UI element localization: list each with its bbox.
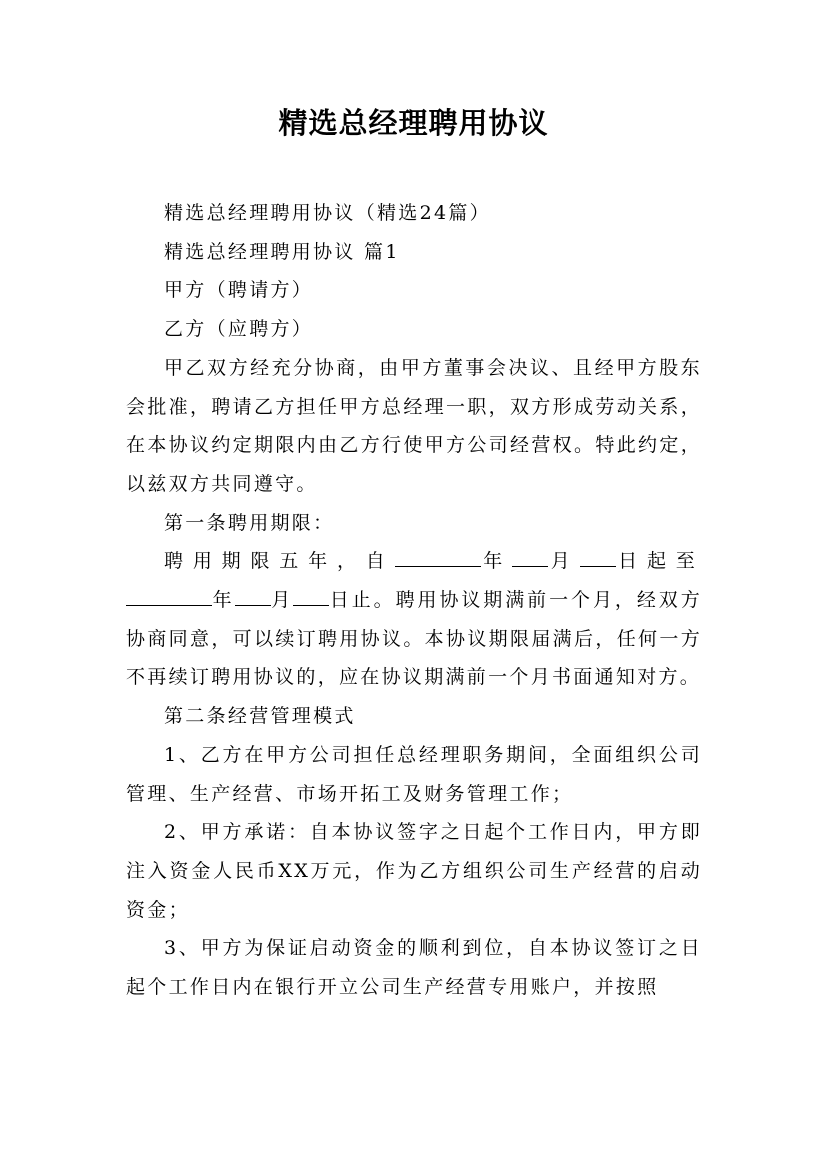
term-end-month-label: 月 [270, 589, 294, 612]
term-month-label: 月 [548, 550, 580, 573]
paragraph-party-a: 甲方（聘请方） [164, 279, 314, 302]
term-text-start: 聘用期限五年，自 [164, 550, 395, 573]
end-day-blank [293, 583, 329, 606]
paragraph-clause-2-heading: 第二条经营管理模式 [164, 705, 356, 728]
term-text-rest: 日止。聘用协议期满前一个月，经双方协商同意，可以续订聘用协议。本协议期限届满后，任何一方不再续订聘用协议的，应在协议期满前一个月书面通知对方。 [126, 589, 702, 689]
paragraph-collection-heading: 精选总经理聘用协议（精选24篇） [164, 202, 491, 224]
start-day-blank [580, 544, 616, 567]
document-title: 精选总经理聘用协议 [278, 106, 549, 140]
start-month-blank [512, 544, 548, 567]
document-body [126, 194, 702, 1007]
paragraph-article-heading: 精选总经理聘用协议 篇1 [164, 240, 400, 263]
term-year-label: 年 [480, 550, 513, 573]
paragraph-party-b: 乙方（应聘方） [164, 318, 314, 341]
term-end-year-label: 年 [212, 589, 235, 612]
paragraph-clause-1-heading: 第一条聘用期限： [164, 511, 335, 534]
paragraph-term-clause [126, 542, 702, 697]
paragraph-preamble: 甲乙双方经充分协商，由甲方董事会决议、且经甲方股东会批准，聘请乙方担任甲方总经理一职，双方形成劳动关系，在本协议约定期限内由乙方行使甲方公司经营权。特此约定，以兹双方共同遵守。 [126, 356, 702, 495]
paragraph-item-1: 1、乙方在甲方公司担任总经理职务期间，全面组织公司管理、生产经营、市场开拓工及财务管理工作； [126, 743, 702, 805]
end-year-blank [126, 583, 212, 606]
end-month-blank [235, 583, 271, 606]
start-year-blank [395, 544, 481, 567]
term-day-until-label: 日起至 [615, 550, 702, 573]
paragraph-item-2: 2、甲方承诺：自本协议签字之日起个工作日内，甲方即注入资金人民币XX万元，作为乙方组织公司生产经营的启动资金； [126, 821, 702, 921]
paragraph-item-3: 3、甲方为保证启动资金的顺利到位，自本协议签订之日起个工作日内在银行开立公司生产经营专用账户，并按照 [126, 937, 702, 999]
